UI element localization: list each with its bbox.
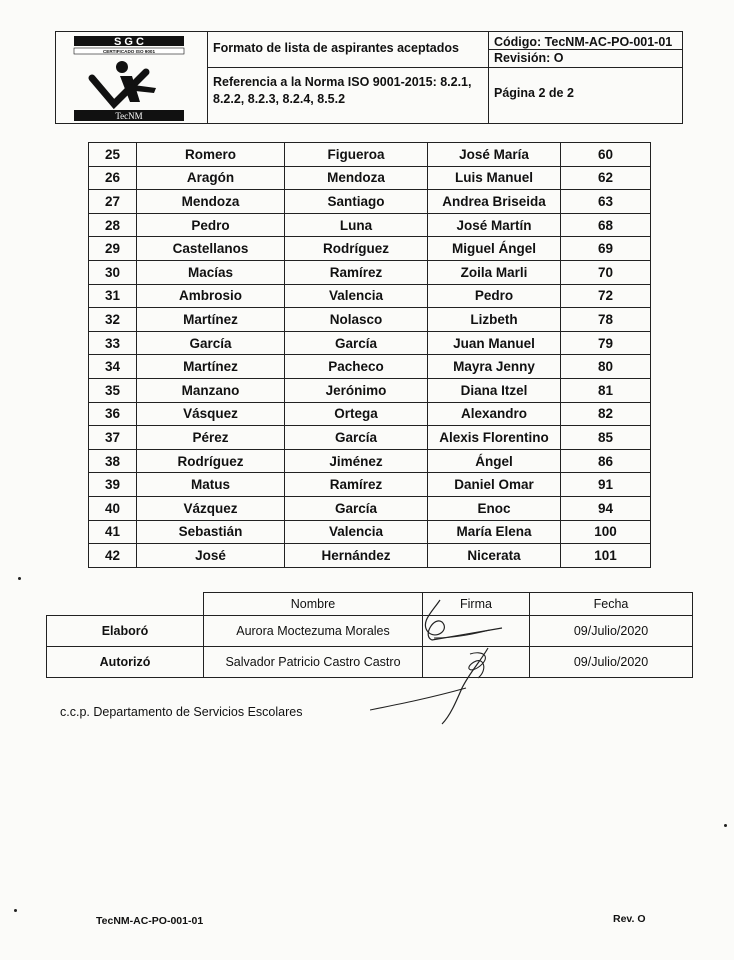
- footer-revision: Rev. O: [613, 913, 646, 925]
- logo-certified-text: CERTIFICADO ISO 9001: [102, 49, 156, 54]
- second-surname: Nolasco: [285, 308, 428, 332]
- given-name: Lizbeth: [428, 308, 561, 332]
- table-row: [89, 449, 651, 473]
- logo-sgc-text: S G C: [114, 36, 144, 48]
- table-row: [89, 426, 651, 450]
- scan-speck: [724, 824, 727, 827]
- second-surname: Hernández: [285, 544, 428, 568]
- folio-number: 70: [561, 260, 651, 284]
- second-surname: García: [285, 496, 428, 520]
- role-label: Elaboró: [47, 616, 204, 647]
- folio-number: 81: [561, 378, 651, 402]
- given-name: Enoc: [428, 496, 561, 520]
- row-number: 37: [89, 426, 137, 450]
- document-header: [55, 31, 683, 124]
- given-name: Ángel: [428, 449, 561, 473]
- row-number: 28: [89, 213, 137, 237]
- table-row: [89, 544, 651, 568]
- table-row: [89, 355, 651, 379]
- row-number: 26: [89, 166, 137, 190]
- second-surname: Ramírez: [285, 473, 428, 497]
- row-number: 30: [89, 260, 137, 284]
- sign-date: 09/Julio/2020: [530, 616, 693, 647]
- footer-code: TecNM-AC-PO-001-01: [96, 915, 204, 927]
- folio-number: 60: [561, 143, 651, 167]
- first-surname: Manzano: [137, 378, 285, 402]
- folio-number: 86: [561, 449, 651, 473]
- first-surname: Rodríguez: [137, 449, 285, 473]
- row-number: 42: [89, 544, 137, 568]
- col-nombre-header: Nombre: [204, 593, 423, 616]
- role-label: Autorizó: [47, 647, 204, 678]
- row-number: 27: [89, 190, 137, 214]
- given-name: Luis Manuel: [428, 166, 561, 190]
- row-number: 36: [89, 402, 137, 426]
- given-name: José María: [428, 143, 561, 167]
- given-name: Pedro: [428, 284, 561, 308]
- given-name: Alexandro: [428, 402, 561, 426]
- table-row: [89, 143, 651, 167]
- row-number: 31: [89, 284, 137, 308]
- row-number: 32: [89, 308, 137, 332]
- second-surname: Ortega: [285, 402, 428, 426]
- applicants-table: [88, 142, 651, 568]
- table-row: [89, 284, 651, 308]
- second-surname: Jerónimo: [285, 378, 428, 402]
- code-revision-cell: [489, 32, 682, 68]
- folio-number: 72: [561, 284, 651, 308]
- table-row: [89, 496, 651, 520]
- first-surname: José: [137, 544, 285, 568]
- first-surname: Macías: [137, 260, 285, 284]
- col-firma-header: Firma: [423, 593, 530, 616]
- first-surname: Castellanos: [137, 237, 285, 261]
- scan-speck: [18, 577, 21, 580]
- scan-speck: [14, 909, 17, 912]
- first-surname: Pérez: [137, 426, 285, 450]
- table-row: [89, 190, 651, 214]
- given-name: Miguel Ángel: [428, 237, 561, 261]
- row-number: 25: [89, 143, 137, 167]
- row-number: 38: [89, 449, 137, 473]
- table-row: [89, 402, 651, 426]
- row-number: 29: [89, 237, 137, 261]
- document-revision: Revisión: O: [494, 51, 564, 65]
- signer-name: Salvador Patricio Castro Castro: [204, 647, 423, 678]
- row-number: 39: [89, 473, 137, 497]
- signer-name: Aurora Moctezuma Morales: [204, 616, 423, 647]
- first-surname: Mendoza: [137, 190, 285, 214]
- row-number: 40: [89, 496, 137, 520]
- folio-number: 63: [561, 190, 651, 214]
- folio-number: 82: [561, 402, 651, 426]
- first-surname: Martínez: [137, 308, 285, 332]
- folio-number: 91: [561, 473, 651, 497]
- ccp-note: c.c.p. Departamento de Servicios Escolares: [60, 705, 303, 719]
- table-row: [89, 308, 651, 332]
- row-number: 41: [89, 520, 137, 544]
- folio-number: 101: [561, 544, 651, 568]
- folio-number: 79: [561, 331, 651, 355]
- first-surname: Aragón: [137, 166, 285, 190]
- sgc-tecnm-logo: [56, 32, 206, 124]
- first-surname: Vásquez: [137, 402, 285, 426]
- first-surname: Sebastián: [137, 520, 285, 544]
- second-surname: Mendoza: [285, 166, 428, 190]
- handwritten-signatures: [370, 592, 520, 732]
- second-surname: Santiago: [285, 190, 428, 214]
- table-row: [89, 213, 651, 237]
- sign-date: 09/Julio/2020: [530, 647, 693, 678]
- given-name: Diana Itzel: [428, 378, 561, 402]
- row-number: 34: [89, 355, 137, 379]
- given-name: Mayra Jenny: [428, 355, 561, 379]
- folio-number: 100: [561, 520, 651, 544]
- second-surname: Valencia: [285, 284, 428, 308]
- table-row: [89, 331, 651, 355]
- given-name: Zoila Marli: [428, 260, 561, 284]
- table-row: [89, 473, 651, 497]
- given-name: José Martín: [428, 213, 561, 237]
- given-name: María Elena: [428, 520, 561, 544]
- first-surname: Vázquez: [137, 496, 285, 520]
- second-surname: García: [285, 426, 428, 450]
- first-surname: Pedro: [137, 213, 285, 237]
- folio-number: 68: [561, 213, 651, 237]
- table-row: [89, 237, 651, 261]
- table-row: [89, 520, 651, 544]
- second-surname: Rodríguez: [285, 237, 428, 261]
- second-surname: Ramírez: [285, 260, 428, 284]
- folio-number: 94: [561, 496, 651, 520]
- second-surname: García: [285, 331, 428, 355]
- table-row: [89, 378, 651, 402]
- logo-cell: [56, 32, 208, 123]
- document-title: Formato de lista de aspirantes aceptados: [208, 32, 489, 68]
- logo-tecnm-text: TecNM: [115, 111, 143, 121]
- iso-reference: Referencia a la Norma ISO 9001-2015: 8.2.1, 8.2.2, 8.2.3, 8.2.4, 8.5.2: [208, 68, 489, 124]
- row-number: 33: [89, 331, 137, 355]
- second-surname: Valencia: [285, 520, 428, 544]
- document-code: Código: TecNM-AC-PO-001-01: [494, 35, 673, 49]
- folio-number: 85: [561, 426, 651, 450]
- first-surname: Romero: [137, 143, 285, 167]
- second-surname: Luna: [285, 213, 428, 237]
- given-name: Alexis Florentino: [428, 426, 561, 450]
- first-surname: Ambrosio: [137, 284, 285, 308]
- table-row: [89, 260, 651, 284]
- given-name: Nicerata: [428, 544, 561, 568]
- first-surname: García: [137, 331, 285, 355]
- first-surname: Matus: [137, 473, 285, 497]
- given-name: Daniel Omar: [428, 473, 561, 497]
- second-surname: Jiménez: [285, 449, 428, 473]
- folio-number: 80: [561, 355, 651, 379]
- given-name: Juan Manuel: [428, 331, 561, 355]
- folio-number: 78: [561, 308, 651, 332]
- given-name: Andrea Briseida: [428, 190, 561, 214]
- row-number: 35: [89, 378, 137, 402]
- folio-number: 69: [561, 237, 651, 261]
- first-surname: Martínez: [137, 355, 285, 379]
- table-row: [89, 166, 651, 190]
- second-surname: Pacheco: [285, 355, 428, 379]
- folio-number: 62: [561, 166, 651, 190]
- page-number: Página 2 de 2: [494, 86, 574, 100]
- col-fecha-header: Fecha: [530, 593, 693, 616]
- second-surname: Figueroa: [285, 143, 428, 167]
